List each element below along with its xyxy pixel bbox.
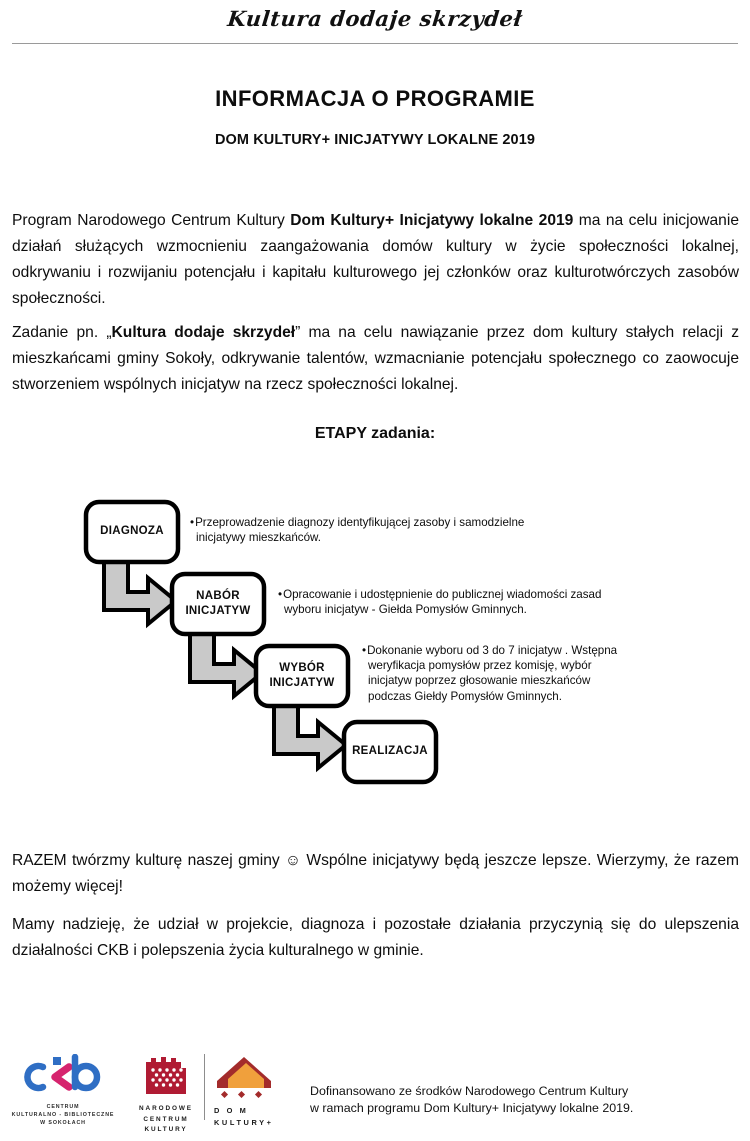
p2-text-before: Zadanie pn. „ (12, 324, 112, 341)
arrow-diagnoza-to-nabor (104, 558, 176, 624)
p1-text-bold: Dom Kultury+ Inicjatywy lokalne 2019 (290, 212, 574, 229)
dom-kultury-logo-icon (214, 1056, 294, 1098)
ckb-logo-caption (8, 1103, 118, 1127)
header-divider (12, 43, 738, 44)
p2-text-bold: Kultura dodaje skrzydeł (111, 324, 296, 341)
page-title: INFORMACJA O PROGRAMIE (215, 86, 535, 111)
ckb-caption-line3: W SOKOŁACH (40, 1120, 86, 1126)
dk-caption-line1: D O M (214, 1106, 249, 1115)
p2-text-after: ” ma na celu nawiązanie przez dom kultury stałych relacji z mieszkańcami gminy Sokoły, odkrywanie talentów, wzmacnianie potencjału społecznego co zaowocuje stworzeniem wspólnych inicjatyw na rzecz społeczności lokalnej. (12, 324, 740, 393)
flow-note-wybor-line3: inicjatyw poprzez głosowanie mieszkańców (368, 674, 591, 688)
page-subtitle: DOM KULTURY+ INICJATYWY LOKALNE 2019 (214, 132, 536, 148)
flow-box-label-nabor-line2: INICJATYW (185, 605, 251, 617)
paragraph-task-description (12, 320, 739, 398)
flow-note-nabor-line1: •Opracowanie i udostępnienie do publicznej wiadomości zasad (278, 588, 602, 601)
flow-note-wybor-line2: weryfikacja pomysłów przez komisję, wybór (368, 659, 592, 673)
flow-box-label-wybor-line1: WYBÓR (279, 662, 325, 674)
header-slogan: Kultura dodaje skrzydeł (226, 6, 524, 31)
footer-logo-divider (204, 1054, 205, 1120)
flow-box-label-nabor-line1: NABÓR (196, 590, 240, 602)
flow-box-label-wybor (256, 661, 348, 691)
logo-nck (135, 1056, 197, 1136)
p1-text-before: Program Narodowego Centrum Kultury (12, 212, 291, 229)
flow-box-label-wybor-line2: INICJATYW (269, 677, 335, 689)
flow-note-diagnoza (190, 515, 690, 545)
nck-caption-line1: NARODOWE (139, 1105, 193, 1112)
paragraph-closing-hope: Mamy nadzieję, że udział w projekcie, diagnoza i pozostałe działania przyczynią się do ulepszenia działalności CKB i polepszenia życia kulturalnego w gminie. (12, 916, 739, 959)
logo-dom-kultury (214, 1056, 300, 1129)
nck-caption-line3: KULTURY (144, 1126, 188, 1133)
flowchart-heading: ETAPY zadania: (314, 425, 436, 442)
flow-note-wybor-line1: •Dokonanie wyboru od 3 do 7 inicjatyw . Wstępna (362, 644, 618, 657)
dom-kultury-logo-caption (214, 1105, 300, 1129)
dk-caption-line2: KULTURY+ (214, 1118, 274, 1127)
footer (0, 1040, 750, 1141)
flow-note-nabor-line2: wyboru inicjatyw - Giełda Pomysłów Gminnych. (284, 603, 527, 617)
funding-statement-line1: Dofinansowano ze środków Narodowego Centrum Kultury (310, 1084, 629, 1098)
flow-box-label-diagnoza: DIAGNOZA (100, 525, 164, 537)
p1-text-after: ma na celu inicjowanie działań służących wzmocnieniu zaangażowania domów kultury w życie społeczności lokalnej, odkrywaniu i rozwijaniu potencjału i kapitału kulturowego jej członków oraz kulturotwórczych zasobów społeczności. (12, 212, 739, 307)
flow-box-label-nabor (172, 589, 264, 619)
ckb-caption-line2: KULTURALNO - BIBLIOTECZNE (11, 1112, 115, 1118)
ckb-logo-icon (13, 1054, 113, 1096)
bullet-icon: • (278, 588, 283, 601)
nck-logo-icon (140, 1056, 192, 1096)
flow-note-diagnoza-line1: •Przeprowadzenie diagnozy identyfikującej zasoby i samodzielne (190, 516, 525, 529)
nck-logo-caption (135, 1104, 197, 1136)
paragraph-program-description (12, 208, 739, 312)
flow-note-diagnoza-line2: inicjatywy mieszkańców. (196, 531, 321, 545)
flowchart (0, 480, 750, 800)
funding-statement (310, 1083, 740, 1117)
flow-note-wybor-line4: podczas Giełdy Pomysłów Gminnych. (368, 689, 562, 703)
funding-statement-line2: w ramach programu Dom Kultury+ Inicjatywy lokalne 2019. (310, 1101, 634, 1115)
arrow-nabor-to-wybor (190, 630, 262, 696)
bullet-icon: • (362, 644, 367, 657)
ckb-caption-line1: CENTRUM (46, 1104, 80, 1110)
bullet-icon: • (190, 516, 195, 529)
flow-note-nabor (278, 587, 698, 617)
flow-note-wybor (362, 643, 692, 704)
flow-box-label-realizacja: REALIZACJA (352, 745, 428, 757)
logo-ckb (8, 1054, 118, 1127)
nck-caption-line2: CENTRUM (143, 1115, 189, 1123)
paragraph-closing-together: RAZEM twórzmy kulturę naszej gminy ☺ Wspólne inicjatywy będą jeszcze lepsze. Wierzymy, że razem możemy więcej! (12, 852, 739, 895)
arrow-wybor-to-realizacja (274, 702, 346, 768)
